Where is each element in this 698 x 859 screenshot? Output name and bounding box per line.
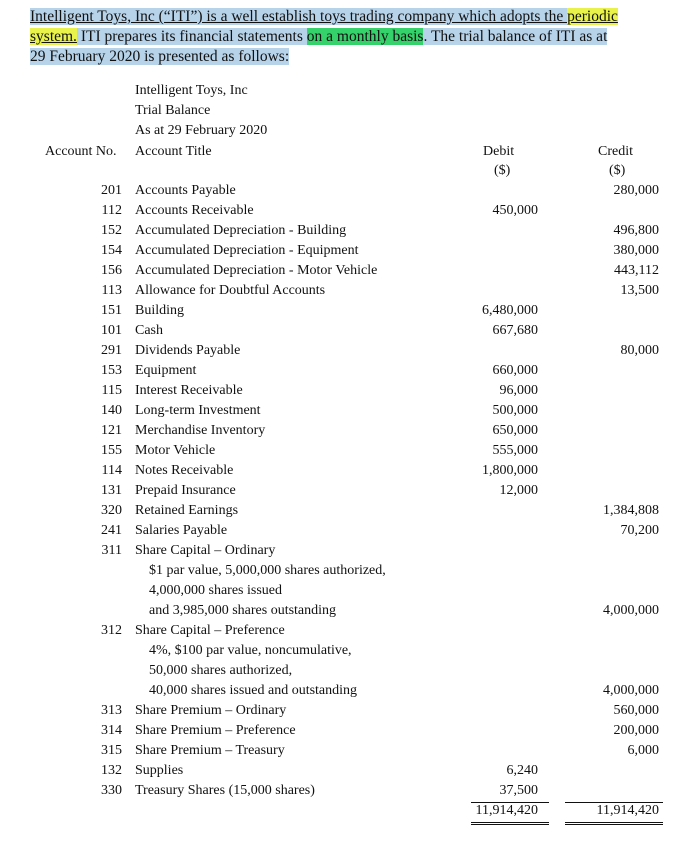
account-title: Dividends Payable [135,343,241,358]
account-no: 112 [101,203,122,218]
table-row [0,783,698,803]
table-row [0,723,698,743]
header-credit: Credit [598,144,633,159]
table-row [0,763,698,783]
account-no: 156 [101,263,122,278]
account-no: 241 [101,523,122,538]
highlight-periodic: periodic [567,8,618,25]
table-row [0,583,698,603]
credit-amount: 443,112 [614,263,659,278]
debit-amount: 660,000 [492,363,538,378]
account-no: 140 [101,403,122,418]
credit-double-rule-2 [565,824,663,825]
table-row [0,623,698,643]
table-row [0,263,698,283]
table-row [0,363,698,383]
debit-double-rule-2 [471,824,549,825]
table-row [0,243,698,263]
credit-amount: 380,000 [613,243,659,258]
debit-amount: 96,000 [499,383,538,398]
credit-amount: 4,000,000 [603,683,659,698]
account-description: 50,000 shares authorized, [149,663,293,678]
credit-amount: 4,000,000 [603,603,659,618]
account-title: Notes Receivable [135,463,234,478]
header-debit-unit: ($) [494,163,511,178]
debit-amount: 500,000 [492,403,538,418]
account-description: 4%, $100 par value, noncumulative, [149,643,352,658]
intro-text-4: 29 February 2020 is presented as follows: [30,48,290,65]
account-title: Cash [135,323,163,338]
table-row [0,303,698,323]
table-row [0,603,698,623]
table-row [0,423,698,443]
account-title: Salaries Payable [135,523,228,538]
table-row [0,203,698,223]
table-row [0,443,698,463]
account-no: 312 [101,623,122,638]
debit-amount: 450,000 [492,203,538,218]
debit-amount: 650,000 [492,423,538,438]
account-no: 101 [101,323,122,338]
debit-amount: 37,500 [499,783,538,798]
account-title: Accounts Receivable [135,203,254,218]
account-no: 311 [101,543,122,558]
account-no: 315 [101,743,122,758]
table-row [0,483,698,503]
credit-amount: 70,200 [620,523,659,538]
table-row [0,643,698,663]
account-no: 132 [101,763,122,778]
credit-amount: 200,000 [613,723,659,738]
table-row [0,523,698,543]
report-date: As at 29 February 2020 [135,123,268,138]
intro-text-2: ITI prepares its financial statements [76,28,307,45]
account-no: 152 [101,223,122,238]
account-no: 155 [101,443,122,458]
account-no: 154 [101,243,122,258]
account-no: 131 [101,483,122,498]
account-description: 4,000,000 shares issued [149,583,282,598]
account-title: Building [135,303,185,318]
debit-amount: 555,000 [492,443,538,458]
credit-amount: 6,000 [627,743,659,758]
account-title: Retained Earnings [135,503,239,518]
credit-double-rule-1 [565,822,663,823]
report-name: Trial Balance [135,103,211,118]
table-row [0,543,698,563]
table-row [0,323,698,343]
account-no: 151 [101,303,122,318]
account-title: Accumulated Depreciation - Motor Vehicle [135,263,378,278]
table-row [0,223,698,243]
table-row [0,463,698,483]
total-credit: 11,914,420 [596,803,659,818]
intro-text-1: Intelligent Toys, Inc (“ITI”) is a well establish toys trading company which adopts the [30,8,568,25]
account-no: 153 [101,363,122,378]
account-no: 330 [101,783,122,798]
highlight-monthly: on a monthly basis [306,28,424,45]
table-row [0,563,698,583]
table-row [0,663,698,683]
account-title: Allowance for Doubtful Accounts [135,283,326,298]
debit-amount: 667,680 [492,323,538,338]
highlight-system: system. [30,28,77,45]
credit-amount: 80,000 [620,343,659,358]
account-title: Treasury Shares (15,000 shares) [135,783,315,798]
account-title: Share Premium – Ordinary [135,703,287,718]
account-no: 291 [101,343,122,358]
table-row [0,383,698,403]
account-title: Equipment [135,363,197,378]
table-row [0,703,698,723]
account-description: $1 par value, 5,000,000 shares authorized, [149,563,386,578]
credit-amount: 560,000 [613,703,659,718]
table-row [0,743,698,763]
account-title: Share Premium – Preference [135,723,296,738]
intro-paragraph [30,7,670,67]
header-credit-unit: ($) [609,163,626,178]
credit-amount: 1,384,808 [603,503,659,518]
account-no: 114 [101,463,122,478]
account-title: Long-term Investment [135,403,261,418]
debit-double-rule-1 [471,822,549,823]
account-no: 313 [101,703,122,718]
debit-amount: 6,240 [506,763,538,778]
account-no: 320 [101,503,122,518]
table-row [0,283,698,303]
account-title: Share Premium – Treasury [135,743,285,758]
header-account-no: Account No. [45,144,117,159]
debit-amount: 12,000 [499,483,538,498]
account-title: Merchandise Inventory [135,423,266,438]
account-title: Accounts Payable [135,183,236,198]
account-description: 40,000 shares issued and outstanding [149,683,358,698]
table-row [0,683,698,703]
totals-row [0,803,698,823]
intro-text-3: . The trial balance of ITI as at [423,28,608,45]
company-name: Intelligent Toys, Inc [135,83,248,98]
header-account-title: Account Title [135,144,212,159]
account-no: 115 [101,383,122,398]
debit-amount: 1,800,000 [482,463,538,478]
debit-amount: 6,480,000 [482,303,538,318]
table-row [0,343,698,363]
credit-amount: 280,000 [613,183,659,198]
account-title: Interest Receivable [135,383,243,398]
account-no: 314 [101,723,122,738]
account-title: Prepaid Insurance [135,483,236,498]
account-title: Supplies [135,763,184,778]
account-title: Accumulated Depreciation - Building [135,223,347,238]
account-title: Share Capital – Preference [135,623,285,638]
table-row [0,503,698,523]
total-debit: 11,914,420 [475,803,538,818]
table-row [0,183,698,203]
account-title: Motor Vehicle [135,443,216,458]
header-debit: Debit [483,144,515,159]
account-no: 113 [101,283,122,298]
account-description: and 3,985,000 shares outstanding [149,603,337,618]
account-no: 121 [101,423,122,438]
table-row [0,403,698,423]
credit-amount: 13,500 [620,283,659,298]
credit-amount: 496,800 [613,223,659,238]
account-title: Share Capital – Ordinary [135,543,276,558]
account-title: Accumulated Depreciation - Equipment [135,243,359,258]
account-no: 201 [101,183,122,198]
